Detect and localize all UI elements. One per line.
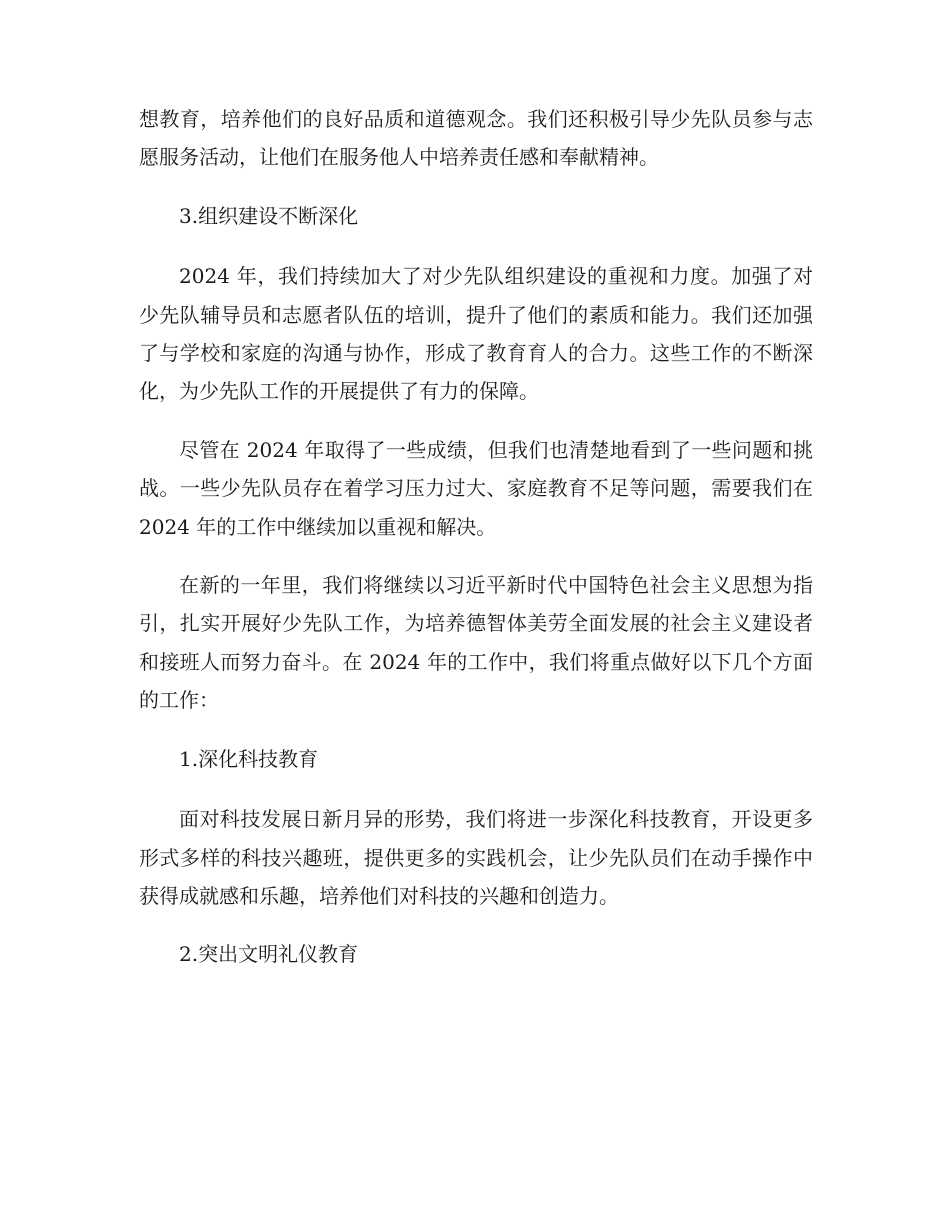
paragraph-tech-education: 面对科技发展日新月异的形势，我们将进一步深化科技教育，开设更多形式多样的科技兴趣班，提供更多的实践机会，让少先队员们在动手操作中获得成就感和乐趣，培养他们对科技的兴趣和创造力。 (139, 807, 813, 908)
paragraph-challenges: 尽管在 2024 年取得了一些成绩，但我们也清楚地看到了一些问题和挑战。一些少先队员存在着学习压力过大、家庭教育不足等问题，需要我们在 2024 年的工作中继续加以重视和解决。 (139, 437, 813, 539)
section-heading-tech-education: 1.深化科技教育 (179, 746, 319, 771)
section-heading-organization: 3.组织建设不断深化 (179, 203, 359, 228)
paragraph-continuation: 想教育，培养他们的良好品质和道德观念。我们还积极引导少先队员参与志愿服务活动，让他们在服务他人中培养责任感和奉献精神。 (139, 107, 813, 170)
paragraph-organization: 2024 年，我们持续加大了对少先队组织建设的重视和力度。加强了对少先队辅导员和志愿者队伍的培训，提升了他们的素质和能力。我们还加强了与学校和家庭的沟通与协作，形成了教育育人的合力。这些工作的不断深化，为少先队工作的开展提供了有力的保障。 (139, 264, 813, 404)
document-body (139, 100, 813, 996)
section-heading-etiquette-education: 2.突出文明礼仪教育 (179, 942, 359, 967)
paragraph-new-year-plan: 在新的一年里，我们将继续以习近平新时代中国特色社会主义思想为指引，扎实开展好少先队工作，为培养德智体美劳全面发展的社会主义建设者和接班人而努力奋斗。在 2024 年的工作中，我们将重点做好以下几个方面的工作： (139, 573, 813, 713)
